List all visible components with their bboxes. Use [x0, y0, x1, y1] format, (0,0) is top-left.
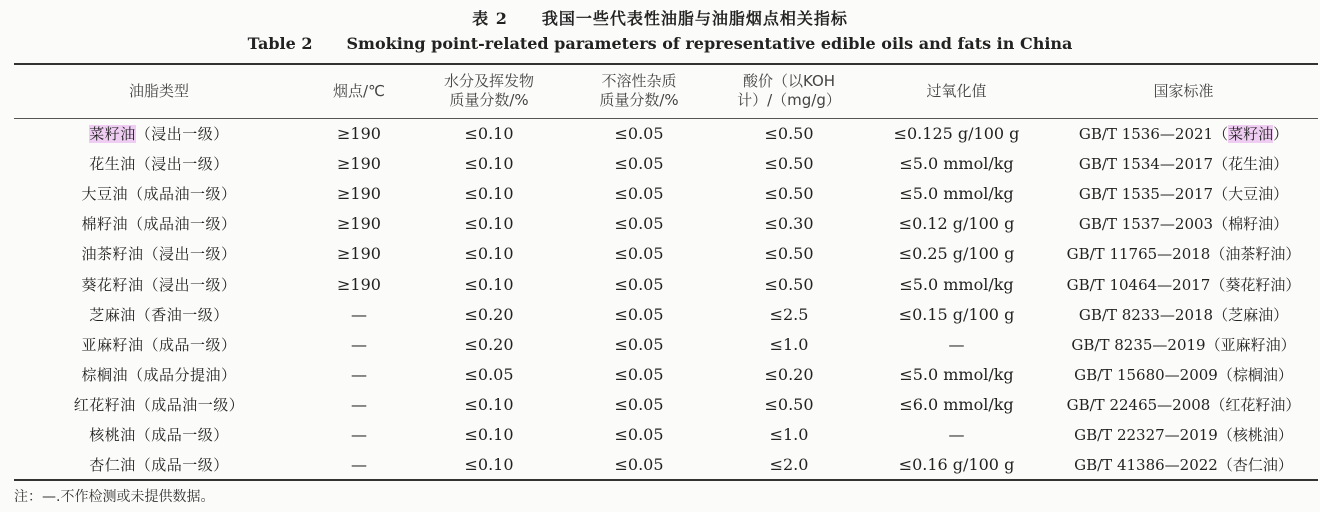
cell-standard: GB/T 10464—2017（葵花籽油） [1066, 275, 1301, 294]
cell-impurities: ≤0.05 [614, 425, 664, 445]
cell-moisture: ≤0.05 [464, 365, 514, 385]
cell-oil-type: 葵花籽油（浸出一级） [81, 275, 237, 294]
cell-smoke-point: ≥190 [337, 244, 381, 264]
cell-standard: GB/T 1537—2003（棉籽油） [1078, 215, 1289, 234]
cell-peroxide: ≤5.0 mmol/kg [899, 183, 1014, 203]
cell-moisture: ≤0.10 [464, 153, 514, 173]
table-title-en: Smoking point-related parameters of representative edible oils and fats in China [346, 34, 1073, 53]
table-footnote: 注：—.不作检测或未提供数据。 [14, 489, 215, 505]
header-oil-type: 油脂类型 [14, 64, 304, 118]
cell-impurities: ≤0.05 [614, 304, 664, 324]
cell-acid-value: ≤2.5 [769, 304, 809, 324]
cell-standard: GB/T 41386—2022（杏仁油） [1049, 450, 1318, 480]
table-row [14, 450, 1318, 480]
header-impurities-line1: 不溶性杂质 [601, 72, 677, 91]
table-row [14, 239, 1318, 269]
cell-oil-type: 芝麻油（香油一级） [89, 305, 229, 324]
cell-oil-type: 杏仁油（成品一级） [14, 450, 304, 480]
cell-smoke-point: — [351, 395, 367, 415]
cell-smoke-point: — [351, 304, 367, 324]
cell-impurities: ≤0.05 [614, 334, 664, 354]
cell-oil-type: 亚麻籽油（成品一级） [81, 335, 237, 354]
table-caption-cn [0, 6, 1320, 29]
cell-moisture: ≤0.10 [464, 183, 514, 203]
cell-acid-value: ≤0.50 [764, 274, 814, 294]
cell-oil-type: 红花籽油（成品油一级） [73, 396, 245, 415]
header-acid-value [714, 64, 864, 118]
cell-standard: GB/T 1534—2017（花生油） [1078, 154, 1289, 173]
cell-oil-type: 大豆油（成品油一级） [81, 184, 237, 203]
cell-impurities: ≤0.05 [614, 153, 664, 173]
table-row [14, 390, 1318, 420]
cell-peroxide: ≤5.0 mmol/kg [899, 153, 1014, 173]
cell-peroxide: ≤5.0 mmol/kg [899, 274, 1014, 294]
cell-impurities: ≤0.05 [614, 214, 664, 234]
cell-moisture: ≤0.10 [464, 395, 514, 415]
cell-impurities: ≤0.05 [614, 123, 664, 143]
cell-smoke-point: — [304, 450, 414, 480]
header-moisture-line2: 质量分数/% [449, 91, 529, 110]
cell-standard: GB/T 11765—2018（油茶籽油） [1066, 245, 1301, 264]
table-row [14, 360, 1318, 390]
highlighted-term: 菜籽油 [1228, 124, 1274, 143]
table-row [14, 178, 1318, 208]
cell-moisture: ≤0.20 [464, 334, 514, 354]
header-acid-value-line1: 酸价（以KOH [742, 72, 836, 91]
cell-peroxide: ≤0.125 g/100 g [893, 123, 1020, 143]
cell-smoke-point: ≥190 [337, 274, 381, 294]
cell-standard: GB/T 22465—2008（红花籽油） [1066, 396, 1301, 415]
table-row [14, 329, 1318, 359]
cell-acid-value: ≤0.50 [764, 153, 814, 173]
header-row [14, 64, 1318, 118]
table-label-cn: 表 2 [472, 9, 508, 28]
cell-impurities: ≤0.05 [564, 450, 714, 480]
header-smoke-point: 烟点/℃ [304, 64, 414, 118]
cell-peroxide: — [948, 425, 965, 445]
cell-acid-value: ≤0.20 [764, 365, 814, 385]
cell-acid-value: ≤0.50 [764, 244, 814, 264]
cell-moisture: ≤0.10 [464, 244, 514, 264]
cell-smoke-point: — [351, 425, 367, 445]
header-acid-value-line2: 计）/（mg/g） [737, 91, 841, 110]
cell-acid-value: ≤2.0 [714, 450, 864, 480]
cell-oil-type: 油茶籽油（浸出一级） [81, 245, 237, 264]
table-title-cn: 我国一些代表性油脂与油脂烟点相关指标 [541, 9, 848, 28]
header-moisture [414, 64, 564, 118]
table-row [14, 148, 1318, 178]
cell-oil-type: 核桃油（成品一级） [89, 426, 229, 445]
table-label-en: Table 2 [247, 34, 313, 53]
cell-impurities: ≤0.05 [614, 274, 664, 294]
table-caption-en [0, 34, 1320, 53]
table-row [14, 299, 1318, 329]
cell-peroxide: — [948, 334, 965, 354]
cell-oil-type: 花生油（浸出一级） [89, 154, 229, 173]
cell-standard: GB/T 8233—2018（芝麻油） [1078, 305, 1289, 324]
cell-standard: GB/T 8235—2019（亚麻籽油） [1071, 335, 1296, 354]
cell-moisture: ≤0.10 [464, 274, 514, 294]
table-row [14, 269, 1318, 299]
cell-acid-value: ≤0.50 [764, 123, 814, 143]
cell-standard: GB/T 1536—2021（菜籽油） [1078, 124, 1289, 143]
cell-smoke-point: — [351, 334, 367, 354]
table-body [14, 118, 1318, 480]
cell-peroxide: ≤5.0 mmol/kg [899, 365, 1014, 385]
cell-oil-type: 棕榈油（成品分提油） [81, 366, 237, 385]
cell-moisture: ≤0.10 [464, 123, 514, 143]
cell-impurities: ≤0.05 [614, 395, 664, 415]
header-moisture-line1: 水分及挥发物 [443, 72, 534, 91]
cell-smoke-point: — [351, 365, 367, 385]
cell-standard: GB/T 15680—2009（棕榈油） [1074, 366, 1293, 385]
cell-acid-value: ≤1.0 [769, 334, 809, 354]
cell-acid-value: ≤0.50 [764, 395, 814, 415]
table-row [14, 420, 1318, 450]
cell-peroxide: ≤6.0 mmol/kg [899, 395, 1014, 415]
header-standard: 国家标准 [1049, 64, 1318, 118]
table-row [14, 209, 1318, 239]
cell-acid-value: ≤1.0 [769, 425, 809, 445]
cell-peroxide: ≤0.25 g/100 g [898, 244, 1015, 264]
header-impurities-line2: 质量分数/% [599, 91, 679, 110]
highlighted-term: 菜籽油 [89, 124, 136, 143]
cell-smoke-point: ≥190 [337, 123, 381, 143]
cell-smoke-point: ≥190 [337, 183, 381, 203]
table-row [14, 118, 1318, 148]
cell-impurities: ≤0.05 [614, 244, 664, 264]
cell-acid-value: ≤0.30 [764, 214, 814, 234]
cell-oil-type: 棉籽油（成品油一级） [81, 215, 237, 234]
cell-acid-value: ≤0.50 [764, 183, 814, 203]
cell-peroxide: ≤0.16 g/100 g [864, 450, 1049, 480]
cell-standard: GB/T 1535—2017（大豆油） [1078, 184, 1289, 203]
cell-smoke-point: ≥190 [337, 153, 381, 173]
cell-standard: GB/T 22327—2019（核桃油） [1074, 426, 1293, 445]
cell-impurities: ≤0.05 [614, 183, 664, 203]
cell-oil-type: 菜籽油（浸出一级） [89, 124, 229, 143]
cell-moisture: ≤0.10 [414, 450, 564, 480]
cell-moisture: ≤0.10 [464, 425, 514, 445]
cell-peroxide: ≤0.15 g/100 g [898, 304, 1015, 324]
oil-parameters-table [14, 63, 1318, 481]
cell-peroxide: ≤0.12 g/100 g [898, 214, 1015, 234]
cell-smoke-point: ≥190 [337, 214, 381, 234]
cell-impurities: ≤0.05 [614, 365, 664, 385]
cell-moisture: ≤0.20 [464, 304, 514, 324]
cell-moisture: ≤0.10 [464, 214, 514, 234]
header-impurities [564, 64, 714, 118]
header-peroxide: 过氧化值 [864, 64, 1049, 118]
